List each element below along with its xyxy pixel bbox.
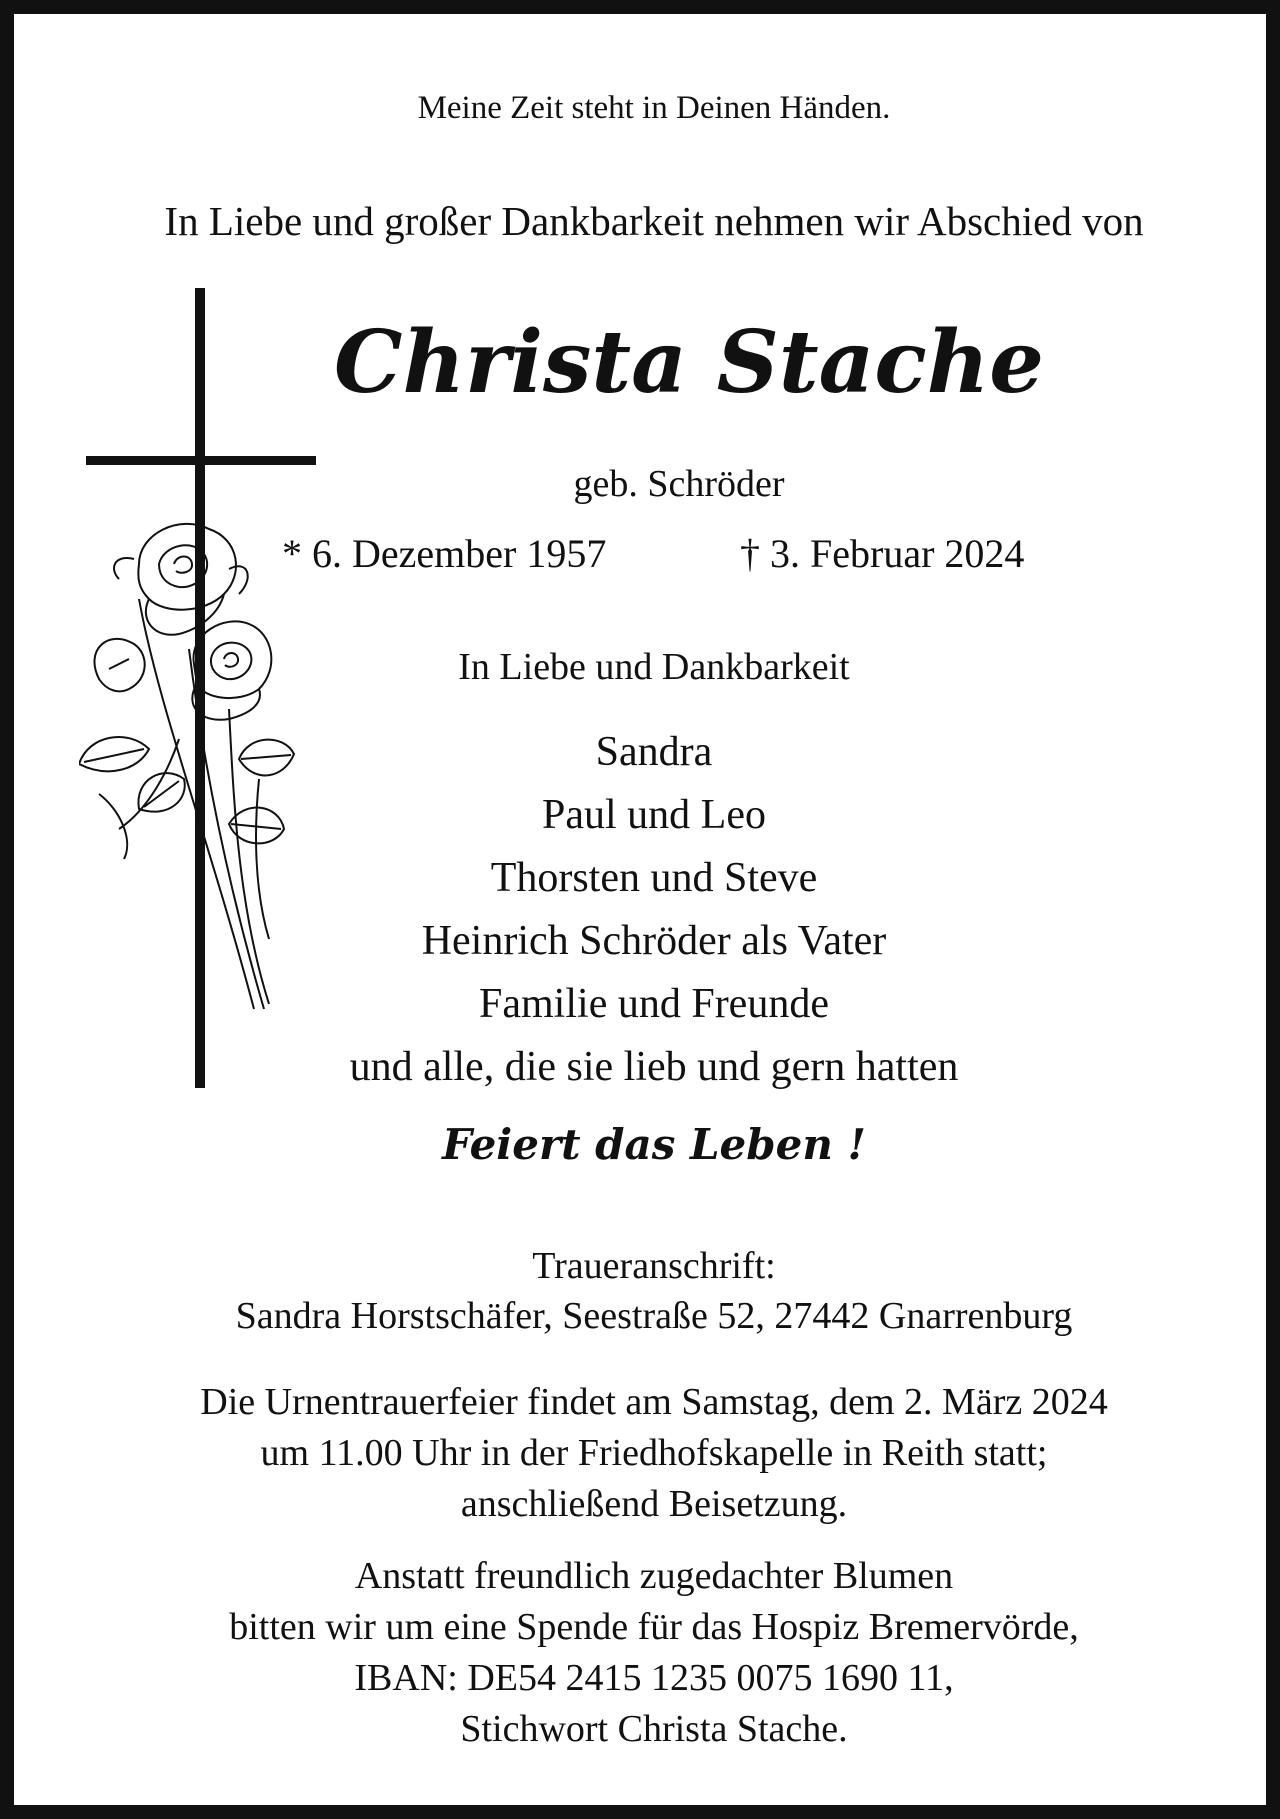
mourners-intro: In Liebe und Dankbarkeit <box>458 646 850 688</box>
birth-date: * 6. Dezember 1957 <box>282 531 607 576</box>
motto: Meine Zeit steht in Deinen Händen. <box>417 90 891 126</box>
mourner-line: Sandra <box>595 729 713 775</box>
ceremony-line: anschließend Beisetzung. <box>460 1483 848 1525</box>
address-label: Traueranschrift: <box>532 1245 776 1287</box>
slogan: Feiert das Leben ! <box>442 1120 866 1169</box>
deceased-name: Christa Stache <box>334 312 1044 413</box>
ceremony-line: Die Urnentrauerfeier findet am Samstag, dem 2. März 2024 <box>200 1381 1108 1423</box>
mourner-line: Paul und Leo <box>542 792 766 838</box>
mourner-line: Heinrich Schröder als Vater <box>421 918 887 964</box>
address-line: Sandra Horstschäfer, Seestraße 52, 27442 Gnarrenburg <box>235 1295 1073 1337</box>
mourner-line: Familie und Freunde <box>479 981 829 1027</box>
intro-text: In Liebe und großer Dankbarkeit nehmen wir Abschied von <box>164 198 1144 244</box>
mourner-line: Thorsten und Steve <box>490 855 818 901</box>
death-date: † 3. Februar 2024 <box>740 531 1025 576</box>
donation-line: bitten wir um eine Spende für das Hospiz Bremervörde, <box>229 1606 1079 1648</box>
birth-name: geb. Schröder <box>573 463 785 505</box>
mourner-line: und alle, die sie lieb und gern hatten <box>349 1044 959 1090</box>
ceremony-line: um 11.00 Uhr in der Friedhofskapelle in Reith statt; <box>260 1432 1048 1474</box>
donation-line: Anstatt freundlich zugedachter Blumen <box>354 1555 954 1597</box>
donation-line: Stichwort Christa Stache. <box>460 1708 848 1750</box>
donation-line: IBAN: DE54 2415 1235 0075 1690 11, <box>354 1657 954 1699</box>
